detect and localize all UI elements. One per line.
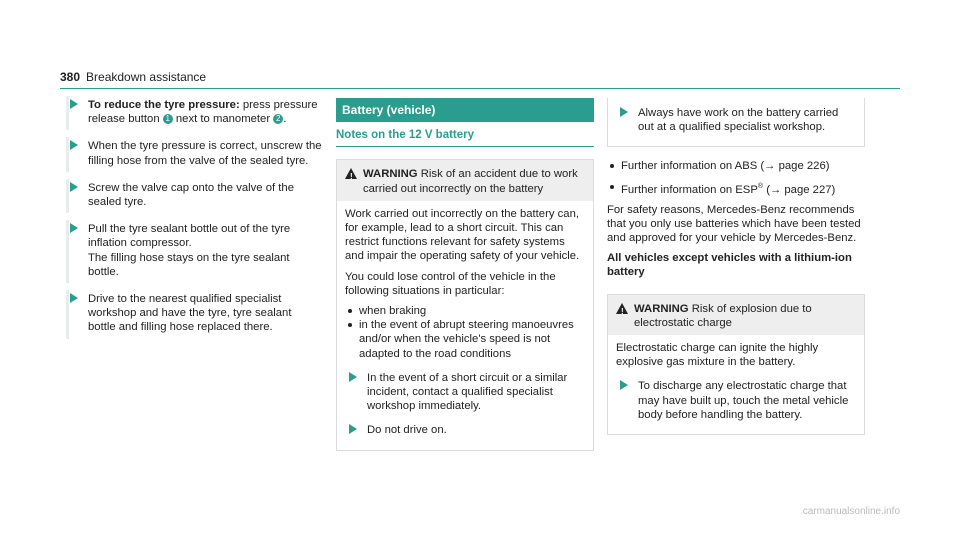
warning-headline: Risk of an accident due to work carried out incorrectly on the battery — [363, 168, 578, 195]
warning-triangle-icon: ! — [616, 303, 628, 314]
step-bar — [66, 137, 69, 171]
warning-body — [337, 201, 593, 450]
column-3 — [607, 98, 865, 445]
bullet-item: Further information on ABS (→ page 226) — [607, 159, 865, 173]
step-screw-cap: Screw the valve cap onto the valve of the sealed tyre. — [66, 181, 322, 209]
paragraph: For safety reasons, Mercedes-Benz recommends that you only use batteries which have been tested and approved for your vehicle by Mercedes-Benz. — [607, 203, 861, 244]
step-arrow-icon — [70, 223, 78, 233]
watermark: carmanualsonline.info — [802, 506, 900, 517]
step-bar — [66, 290, 69, 339]
header-rule — [60, 88, 900, 89]
page-reference[interactable]: page 227) — [781, 183, 836, 196]
warning-paragraph: Electrostatic charge can ignite the highly explosive gas mixture in the battery. — [616, 342, 819, 369]
section-name: Breakdown assistance — [86, 70, 207, 84]
step-arrow-icon — [70, 99, 78, 109]
warning-headline: Risk of explosion due to electrostatic charge — [634, 302, 812, 329]
step-bar — [66, 220, 69, 283]
section-title: Battery (vehicle) — [336, 98, 594, 122]
warning-paragraph: Work carried out incorrectly on the battery can, for example, lead to a short circuit. This can restrict functions relevant for safety systems and impair the operating safety of your vehicle. — [345, 207, 580, 263]
bullet-item: in the event of abrupt steering manoeuvres and/or when the vehicle's speed is not adapted to the road conditions — [345, 318, 585, 361]
warning-triangle-icon: ! — [345, 168, 357, 179]
warning-step: Do not drive on. — [345, 423, 585, 437]
step-drive-to-workshop: Drive to the nearest qualified specialist workshop and have the tyre, tyre sealant bottle and filling hose replaced there. — [66, 292, 322, 335]
step-arrow-icon — [349, 424, 357, 434]
warning-continued-body — [608, 98, 864, 146]
step-arrow-icon — [70, 182, 78, 192]
step-arrow-icon — [620, 107, 628, 117]
warning-box — [336, 159, 594, 450]
step-arrow-icon — [349, 372, 357, 382]
sub-title: Notes on the 12 V battery — [336, 128, 594, 147]
page-ref-arrow-icon: → — [764, 160, 776, 173]
warning-step: Always have work on the battery carried out at a qualified specialist workshop. — [616, 106, 856, 134]
page-header — [60, 70, 206, 84]
warning-body — [608, 335, 864, 434]
step-arrow-icon — [70, 293, 78, 303]
step-unscrew-hose: When the tyre pressure is correct, unscrew the filling hose from the valve of the sealed tyre. — [66, 139, 322, 167]
bold-heading: All vehicles except vehicles with a lithium-ion battery — [607, 252, 852, 279]
warning-paragraph: You could lose control of the vehicle in the following situations in particular: — [345, 270, 556, 297]
step-bar — [66, 96, 69, 130]
callout-2-icon: 2 — [273, 114, 283, 124]
warning-box — [607, 294, 865, 435]
page-reference[interactable]: page 226) — [775, 160, 830, 173]
warning-step: To discharge any electrostatic charge that may have built up, touch the metal vehicle body before handling the battery. — [616, 379, 856, 422]
step-bar — [66, 179, 69, 213]
warning-header — [337, 160, 593, 200]
warning-continued-box — [607, 98, 865, 147]
step-reduce-pressure: To reduce the tyre pressure: press pressure release button 1 next to manometer 2 . — [66, 98, 322, 126]
column-2 — [336, 98, 594, 461]
column-1 — [66, 98, 322, 348]
step-pull-bottle: Pull the tyre sealant bottle out of the tyre inflation compressor. The filling hose stays on the tyre sealant bottle. — [66, 222, 322, 279]
step-arrow-icon — [620, 380, 628, 390]
warning-label: WARNING — [634, 302, 689, 315]
info-block — [607, 159, 865, 279]
callout-1-icon: 1 — [163, 114, 173, 124]
warning-step: In the event of a short circuit or a similar incident, contact a qualified specialist workshop immediately. — [345, 371, 585, 414]
warning-header — [608, 295, 864, 335]
bullet-item: Further information on ESP® (→ page 227) — [607, 180, 865, 197]
bullet-item: when braking — [345, 304, 585, 318]
page-ref-arrow-icon: → — [769, 183, 782, 196]
page-number: 380 — [60, 70, 81, 84]
warning-label: WARNING — [363, 168, 418, 181]
step-arrow-icon — [70, 140, 78, 150]
